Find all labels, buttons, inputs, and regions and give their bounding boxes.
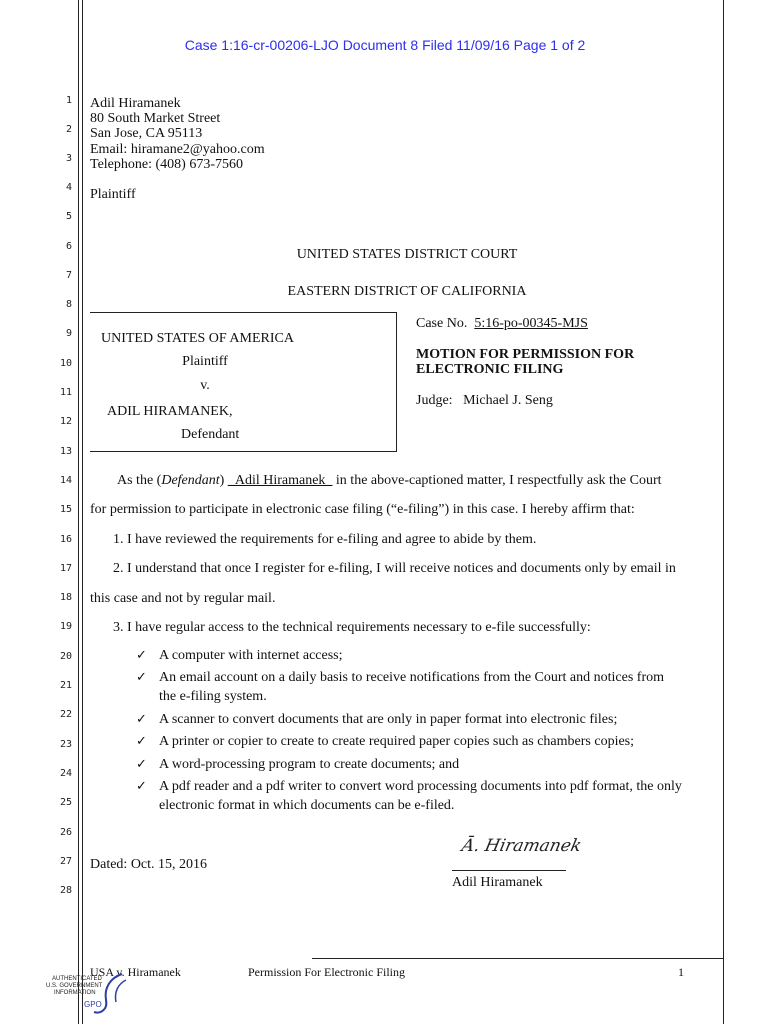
line-number: 18: [59, 592, 72, 603]
line-number: 25: [59, 797, 72, 808]
requirement-item-text: electronic format in which documents can be e-filed.: [159, 798, 455, 813]
intro-mid: ): [219, 473, 228, 488]
requirement-item-text: A pdf reader and a pdf writer to convert word processing documents into pdf format, the only: [159, 779, 682, 794]
line-number: 7: [65, 270, 72, 281]
sender-phone: Telephone: (408) 673-7560: [90, 157, 243, 172]
signature-rule: [452, 870, 566, 871]
checkmark-icon: ✓: [136, 712, 147, 727]
checkmark-icon: ✓: [136, 734, 147, 749]
case-header: Case 1:16-cr-00206-LJO Document 8 Filed 11/09/16 Page 1 of 2: [184, 37, 586, 53]
line-number: 22: [59, 709, 72, 720]
line-number: 9: [65, 328, 72, 339]
requirement-item-text: An email account on a daily basis to receive notifications from the Court and notices from: [159, 670, 665, 685]
line-number: 6: [65, 241, 72, 252]
left-rule-inner: [82, 0, 83, 1024]
footer-rule: [312, 958, 723, 959]
checkmark-icon: ✓: [136, 670, 147, 685]
line-number: 23: [59, 739, 72, 750]
checkmark-icon: ✓: [136, 779, 147, 794]
eagle-swoosh-icon: [92, 970, 132, 1016]
intro-line2: for permission to participate in electronic case filing (“e-filing”) in this case. I hereby affirm that:: [90, 502, 635, 517]
left-rule-outer: [78, 0, 79, 1024]
line-number: 26: [59, 827, 72, 838]
line-number: 27: [59, 856, 72, 867]
footer-page-number: 1: [678, 965, 684, 979]
intro-line1: [117, 473, 662, 489]
court-district: EASTERN DISTRICT OF CALIFORNIA: [287, 284, 527, 299]
checkmark-icon: ✓: [136, 648, 147, 663]
judge-name: Michael J. Seng: [463, 393, 553, 408]
line-number: 28: [59, 885, 72, 896]
line-number: 15: [59, 504, 72, 515]
caption-party2-role: Defendant: [181, 427, 240, 442]
line-number: 11: [59, 387, 72, 398]
requirement-item-text: A printer or copier to create to create required paper copies such as chambers copies;: [159, 734, 635, 749]
line-number: 16: [59, 534, 72, 545]
signature-image: Ā. Hiramanek: [459, 836, 584, 856]
requirement-item-text: A computer with internet access;: [159, 648, 343, 663]
caption-party2: ADIL HIRAMANEK,: [107, 404, 233, 419]
line-number: 12: [59, 416, 72, 427]
line-number: 20: [59, 651, 72, 662]
caption-versus: v.: [200, 378, 210, 393]
line-number: 24: [59, 768, 72, 779]
case-number: 5:16-po-00345-MJS: [474, 316, 588, 331]
intro-role: Defendant: [161, 473, 220, 488]
line-number: 21: [59, 680, 72, 691]
requirement-item-text: A word-processing program to create documents; and: [159, 757, 460, 772]
sender-name: Adil Hiramanek: [90, 96, 181, 111]
line-number: 3: [65, 153, 72, 164]
judge-line: [416, 393, 553, 409]
sender-role: Plaintiff: [90, 187, 136, 202]
dated-line: Dated: Oct. 15, 2016: [90, 857, 208, 872]
intro-name: _Adil Hiramanek_: [227, 473, 333, 488]
judge-label: Judge:: [416, 393, 453, 408]
line-number: 19: [59, 621, 72, 632]
gpo-authentication-stamp: [44, 970, 134, 1016]
court-name: UNITED STATES DISTRICT COURT: [296, 247, 518, 262]
item-1: 1. I have reviewed the requirements for e-filing and agree to abide by them.: [113, 532, 537, 547]
footer-center: Permission For Electronic Filing: [248, 965, 405, 979]
intro-suffix: in the above-captioned matter, I respectfully ask the Court: [332, 473, 662, 488]
case-number-line: [416, 316, 588, 332]
requirement-item-text: A scanner to convert documents that are only in paper format into electronic files;: [159, 712, 618, 727]
stamp-gpo-mark: GPO: [84, 1000, 102, 1009]
sender-street: 80 South Market Street: [90, 111, 221, 126]
case-number-label: Case No.: [416, 316, 468, 331]
signer-name: Adil Hiramanek: [452, 875, 543, 890]
motion-title-line2: ELECTRONIC FILING: [416, 362, 564, 377]
right-rule: [723, 0, 724, 1024]
caption-party1: UNITED STATES OF AMERICA: [101, 331, 294, 346]
stamp-line1: AUTHENTICATED: [52, 976, 102, 982]
line-number: 8: [65, 299, 72, 310]
line-number: 17: [59, 563, 72, 574]
line-number: 2: [65, 124, 72, 135]
item-2-line1: 2. I understand that once I register for e-filing, I will receive notices and documents only by email in: [113, 561, 676, 576]
line-number: 1: [65, 95, 72, 106]
line-number: 13: [59, 446, 72, 457]
intro-prefix: As the (: [117, 473, 162, 488]
item-3: 3. I have regular access to the technical requirements necessary to e-file successfully:: [113, 620, 591, 635]
stamp-line3: INFORMATION: [54, 990, 96, 996]
requirement-item-text: the e-filing system.: [159, 689, 267, 704]
line-number: 10: [59, 358, 72, 369]
line-number: 5: [65, 211, 72, 222]
line-number: 14: [59, 475, 72, 486]
caption-party1-role: Plaintiff: [182, 354, 228, 369]
checkmark-icon: ✓: [136, 757, 147, 772]
stamp-line2: U.S. GOVERNMENT: [46, 983, 103, 989]
item-2-line2: this case and not by regular mail.: [90, 591, 276, 606]
line-number: 4: [65, 182, 72, 193]
motion-title-line1: MOTION FOR PERMISSION FOR: [416, 347, 635, 362]
footer-left: USA v. Hiramanek: [90, 965, 181, 979]
sender-city: San Jose, CA 95113: [90, 126, 203, 141]
sender-email: Email: hiramane2@yahoo.com: [90, 142, 265, 157]
